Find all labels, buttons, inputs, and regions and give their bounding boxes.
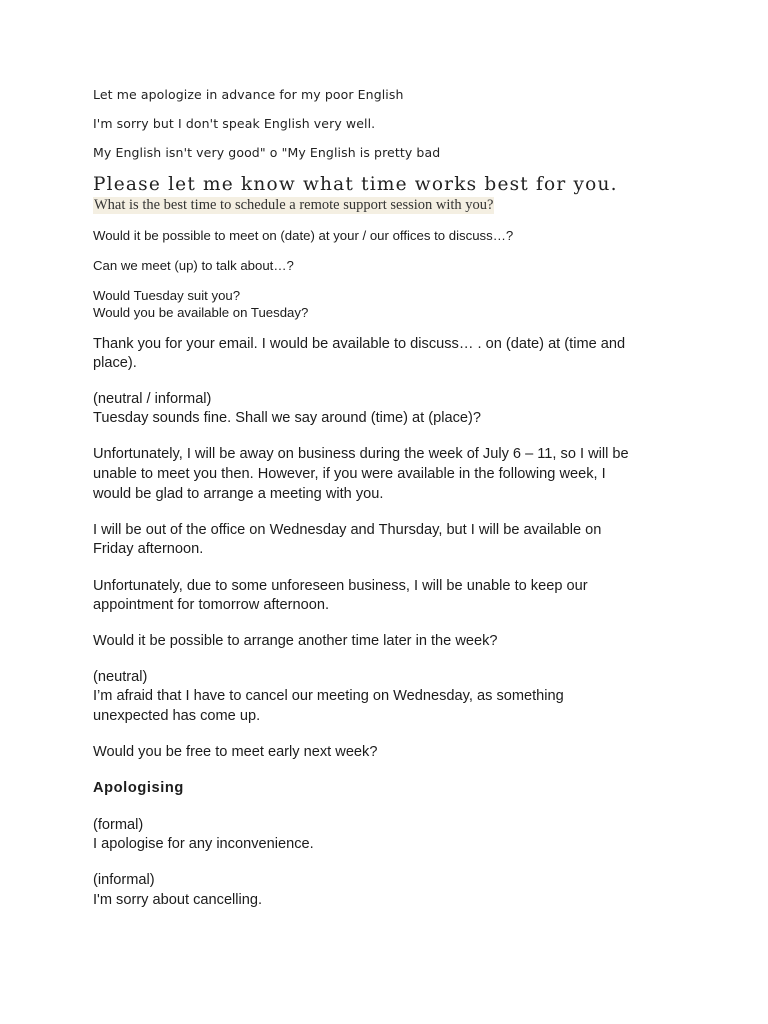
text-line: (neutral / informal)	[93, 391, 212, 407]
text-line: My English isn't very good" o "My English is pretty bad	[93, 145, 441, 160]
text-line: (informal)	[93, 872, 155, 888]
text-line: Tuesday sounds fine. Shall we say around (time) at (place)?	[93, 410, 482, 426]
text-line: unable to meet you then. However, if you were available in the following week, I	[93, 466, 606, 482]
text-line: would be glad to arrange a meeting with you.	[93, 486, 384, 502]
text-line: I'm sorry but I don't speak English very well.	[93, 116, 376, 131]
text-line: (formal)	[93, 817, 144, 833]
text-line: place).	[93, 355, 137, 371]
text-line: Would you be free to meet early next week?	[93, 744, 378, 760]
text-line: Would you be available on Tuesday?	[93, 305, 309, 320]
text-line: I apologise for any inconvenience.	[93, 836, 314, 852]
text-line: Let me apologize in advance for my poor English	[93, 87, 404, 102]
text-line: I will be out of the office on Wednesday and Thursday, but I will be available on	[93, 522, 602, 538]
text-line: I’m afraid that I have to cancel our meeting on Wednesday, as something	[93, 688, 564, 704]
text-line: Would it be possible to meet on (date) at your / our offices to discuss…?	[93, 228, 514, 243]
text-line: (neutral)	[93, 669, 148, 685]
text-line: unexpected has come up.	[93, 708, 261, 724]
text-line: Unfortunately, due to some unforeseen business, I will be unable to keep our	[93, 578, 588, 594]
text-line: Can we meet (up) to talk about…?	[93, 258, 294, 273]
section-title: Apologising	[93, 780, 184, 796]
text-line: Thank you for your email. I would be available to discuss… . on (date) at (time and	[93, 336, 626, 352]
text-line: Would Tuesday suit you?	[93, 288, 241, 303]
text-line: I'm sorry about cancelling.	[93, 892, 263, 908]
text-line: Unfortunately, I will be away on business during the week of July 6 – 11, so I will be	[93, 446, 629, 462]
text-line: Friday afternoon.	[93, 541, 204, 557]
section-heading: Please let me know what time works best for you.	[93, 174, 618, 195]
text-line: Would it be possible to arrange another time later in the week?	[93, 633, 498, 649]
highlighted-subheading: What is the best time to schedule a remote support session with you?	[94, 197, 494, 213]
text-line: appointment for tomorrow afternoon.	[93, 597, 330, 613]
